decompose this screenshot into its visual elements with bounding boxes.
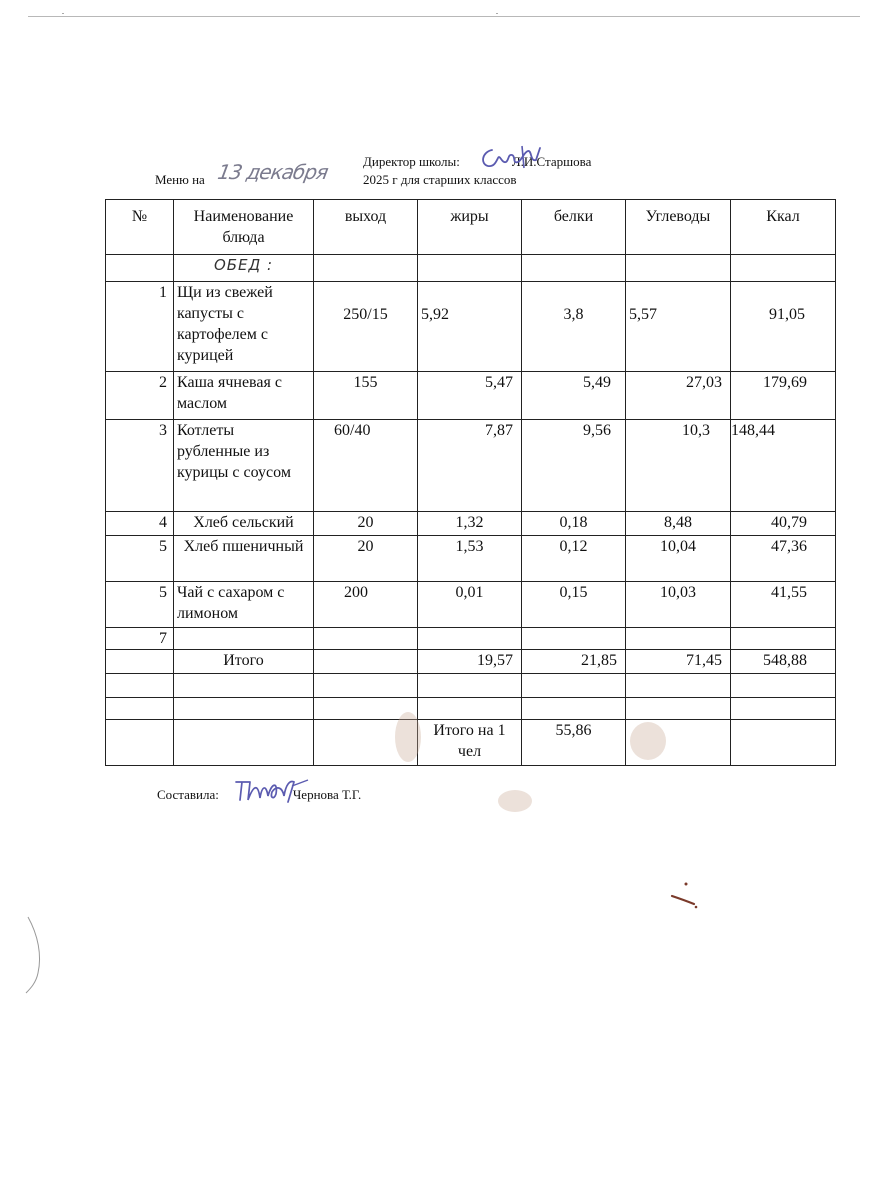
- dish-kcal: 148,44: [731, 420, 836, 512]
- col-header-name: Наименование блюда: [174, 200, 314, 255]
- page-edge-mark: [22, 915, 46, 995]
- table-row: [106, 282, 836, 372]
- year-class-line: 2025 г для старших классов: [363, 172, 517, 187]
- director-name: Л.И.Старшова: [511, 154, 592, 169]
- dish-protein: 0,18: [522, 512, 626, 536]
- col-header-output: выход: [314, 200, 418, 255]
- row-number: 5: [106, 582, 174, 628]
- dish-output: 20: [314, 512, 418, 536]
- total-fat: 19,57: [418, 650, 522, 674]
- scan-speck: [62, 13, 64, 14]
- dish-protein: 0,12: [522, 536, 626, 582]
- dish-fat: 5,47: [418, 372, 522, 420]
- total-row: [106, 650, 836, 674]
- paper-stain: [395, 712, 421, 762]
- total-carbs: 71,45: [626, 650, 731, 674]
- col-header-kcal: Ккал: [731, 200, 836, 255]
- empty-row: [106, 674, 836, 698]
- dish-output: 20: [314, 536, 418, 582]
- handwritten-date: 13 декабря: [215, 160, 330, 184]
- section-label-obed: ОБЕД :: [213, 256, 274, 274]
- dish-carbs: 5,57: [626, 282, 731, 372]
- dish-name: Щи из свежей капусты с картофелем с курицей: [174, 282, 314, 372]
- dish-carbs: 27,03: [626, 372, 731, 420]
- total-protein: 21,85: [522, 650, 626, 674]
- col-header-carbs: Углеводы: [626, 200, 731, 255]
- dish-output: 200: [314, 582, 418, 628]
- dish-protein: 0,15: [522, 582, 626, 628]
- row-number: 7: [106, 628, 174, 650]
- dish-carbs: 10,04: [626, 536, 731, 582]
- dish-name: Чай с сахаром с лимоном: [174, 582, 314, 628]
- ink-mark: [668, 880, 704, 910]
- paper-stain: [498, 790, 532, 812]
- table-row: [106, 582, 836, 628]
- dish-carbs: 10,3: [626, 420, 731, 512]
- dish-output: 250/15: [314, 282, 418, 372]
- dish-kcal: 91,05: [731, 282, 836, 372]
- row-number: 1: [106, 282, 174, 372]
- dish-carbs: 10,03: [626, 582, 731, 628]
- director-label: Директор школы:: [363, 154, 460, 169]
- total-kcal: 548,88: [731, 650, 836, 674]
- col-header-protein: белки: [522, 200, 626, 255]
- row-number: 4: [106, 512, 174, 536]
- dish-protein: 3,8: [522, 282, 626, 372]
- dish-name: Котлеты рубленные из курицы с соусом: [174, 420, 314, 512]
- dish-output: 155: [314, 372, 418, 420]
- compiler-signature: [232, 776, 312, 804]
- row-number: 2: [106, 372, 174, 420]
- dish-fat: 1,53: [418, 536, 522, 582]
- dish-carbs: 8,48: [626, 512, 731, 536]
- dish-name: Хлеб сельский: [174, 512, 314, 536]
- table-row: [106, 372, 836, 420]
- per-person-value: 55,86: [522, 720, 626, 766]
- table-row: [106, 536, 836, 582]
- col-header-number: №: [106, 200, 174, 255]
- compiled-name: Чернова Т.Г.: [292, 787, 362, 802]
- paper-stain: [630, 722, 666, 760]
- dish-kcal: 41,55: [731, 582, 836, 628]
- table-row: [106, 628, 836, 650]
- row-number: 3: [106, 420, 174, 512]
- per-person-label: Итого на 1 чел: [418, 720, 522, 766]
- per-person-row: [106, 720, 836, 766]
- page-top-rule: [28, 16, 860, 17]
- dish-name: Хлеб пшеничный: [174, 536, 314, 582]
- compiled-label: Составила:: [157, 787, 219, 802]
- dish-output: 60/40: [314, 420, 418, 512]
- dish-fat: 0,01: [418, 582, 522, 628]
- table-row: [106, 420, 836, 512]
- empty-row: [106, 698, 836, 720]
- dish-fat: 1,32: [418, 512, 522, 536]
- dish-protein: 5,49: [522, 372, 626, 420]
- dish-kcal: 47,36: [731, 536, 836, 582]
- director-signature: [478, 142, 544, 172]
- table-row: [106, 512, 836, 536]
- row-number: 5: [106, 536, 174, 582]
- col-header-fat: жиры: [418, 200, 522, 255]
- dish-fat: 7,87: [418, 420, 522, 512]
- dish-protein: 9,56: [522, 420, 626, 512]
- menu-table: [105, 199, 836, 766]
- dish-fat: 5,92: [418, 282, 522, 372]
- total-label: Итого: [174, 650, 314, 674]
- menu-label: Меню на: [155, 172, 205, 187]
- dish-name: Каша ячневая с маслом: [174, 372, 314, 420]
- section-row: [106, 255, 836, 282]
- table-header-row: [106, 200, 836, 255]
- dish-kcal: 179,69: [731, 372, 836, 420]
- scan-speck: [496, 13, 498, 14]
- dish-kcal: 40,79: [731, 512, 836, 536]
